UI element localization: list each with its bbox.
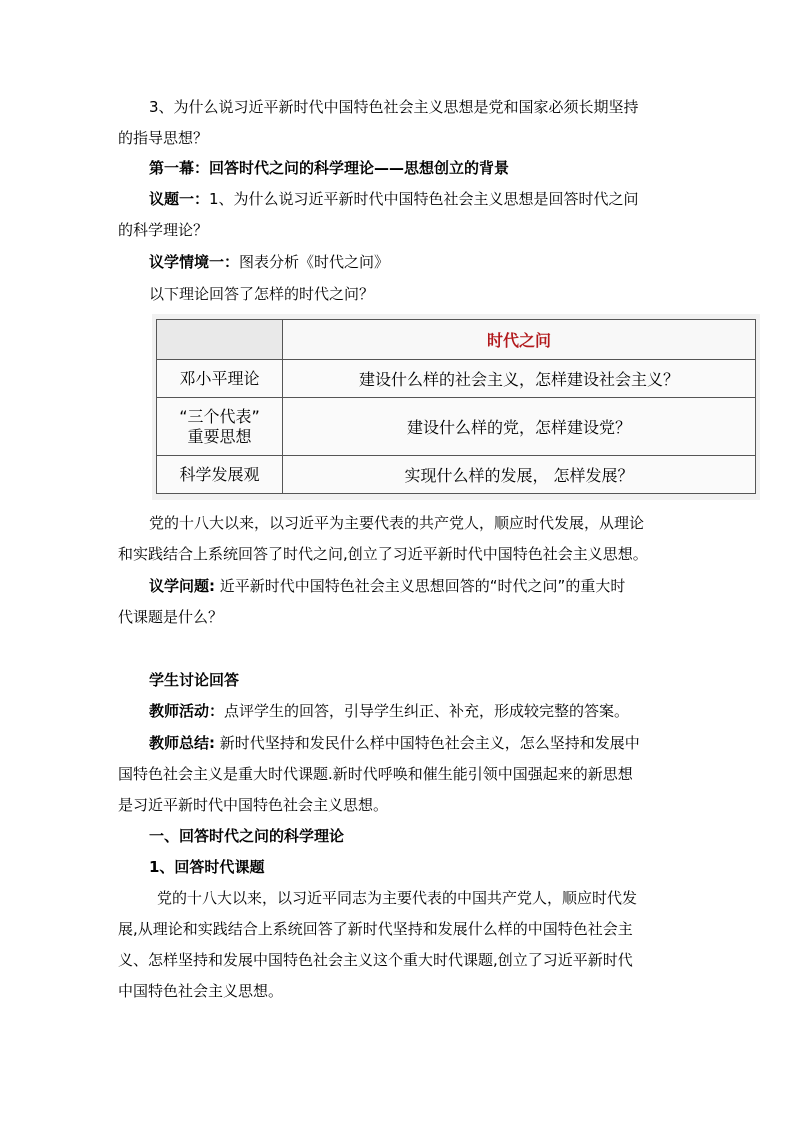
topic-1-line-1 — [149, 189, 639, 209]
table-prompt: 以下理论回答了怎样的时代之问？ — [149, 285, 375, 303]
question-3-line-1: 3、为什么说习近平新时代中国特色社会主义思想是党和国家必须长期坚持 — [149, 98, 639, 116]
theory-cell — [157, 456, 283, 494]
discussion-heading: 学生讨论回答 — [149, 671, 240, 689]
teacher-summary-line-2: 国特色社会主义是重大时代课题.新时代呼唤和催生能引领中国强起来的新思想 — [118, 765, 633, 783]
table-header-row — [157, 320, 756, 360]
question-cell: 建设什么样的党，怎样建设党？ — [283, 398, 756, 456]
question-label: 议学问题: — [149, 577, 215, 595]
teacher-activity-label: 教师活动： — [149, 702, 225, 720]
topic-1-text: 1、为什么说习近平新时代中国特色社会主义思想是回答时代之问 — [209, 190, 639, 208]
era-questions-table — [156, 319, 756, 494]
table-header-cell: 时代之问 — [283, 320, 756, 360]
paragraph-2-line-1: 党的十八大以来，以习近平同志为主要代表的中国共产党人，顺应时代发 — [157, 889, 638, 907]
theory-name-line-2: 重要思想 — [187, 426, 252, 446]
table-row — [157, 398, 756, 456]
question-line-2: 代课题是什么？ — [118, 608, 224, 626]
paragraph-2-line-2: 展,从理论和实践结合上系统回答了新时代坚持和发展什么样的中国特色社会主 — [118, 920, 633, 938]
theory-name: 科学发展观 — [179, 464, 260, 484]
paragraph-2-line-4: 中国特色社会主义思想。 — [118, 982, 284, 1000]
teacher-activity-text: 点评学生的回答，引导学生纠正、补充，形成较完整的答案。 — [224, 702, 630, 720]
topic-1-label: 议题一： — [149, 190, 210, 208]
theory-name: 邓小平理论 — [179, 368, 260, 388]
theory-cell — [157, 398, 283, 456]
question-3-line-2: 的指导思想？ — [118, 129, 209, 147]
paragraph-1-line-1: 党的十八大以来，以习近平为主要代表的共产党人，顺应时代发展，从理论 — [149, 514, 645, 532]
section-1-heading: 一、回答时代之问的科学理论 — [149, 827, 345, 845]
table-row — [157, 360, 756, 398]
paragraph-2-line-3: 义、怎样坚持和发展中国特色社会主义这个重大时代课题,创立了习近平新时代 — [118, 951, 633, 969]
teacher-summary-text: 新时代坚持和发民什么样中国特色社会主义，怎么坚持和发展中 — [219, 734, 640, 752]
question-cell: 建设什么样的社会主义，怎样建设社会主义？ — [283, 360, 756, 398]
table-row — [157, 456, 756, 494]
era-questions-table-image — [152, 314, 760, 500]
teacher-summary-line-1 — [149, 733, 640, 753]
teacher-summary-line-3: 是习近平新时代中国特色社会主义思想。 — [118, 796, 389, 814]
theory-cell — [157, 360, 283, 398]
question-line-1 — [149, 576, 625, 596]
situation-label: 议学情境一： — [149, 253, 240, 271]
question-cell: 实现什么样的发展， 怎样发展？ — [283, 456, 756, 494]
subsection-1-heading: 1、回答时代课题 — [149, 858, 265, 876]
teacher-summary-label: 教师总结: — [149, 734, 215, 752]
paragraph-1-line-2: 和实践结合上系统回答了时代之问,创立了习近平新时代中国特色社会主义思想。 — [118, 545, 648, 563]
topic-1-line-2: 的科学理论？ — [118, 221, 209, 239]
teacher-activity-line — [149, 701, 629, 721]
table-header-blank-cell — [157, 320, 283, 360]
question-text: 近平新时代中国特色社会主义思想回答的“时代之问”的重大时 — [219, 577, 626, 595]
theory-name-line-1: “三个代表” — [179, 406, 260, 426]
situation-text: 图表分析《时代之问》 — [239, 253, 390, 271]
act-1-title: 第一幕：回答时代之问的科学理论——思想创立的背景 — [149, 159, 510, 177]
situation-line — [149, 252, 389, 272]
